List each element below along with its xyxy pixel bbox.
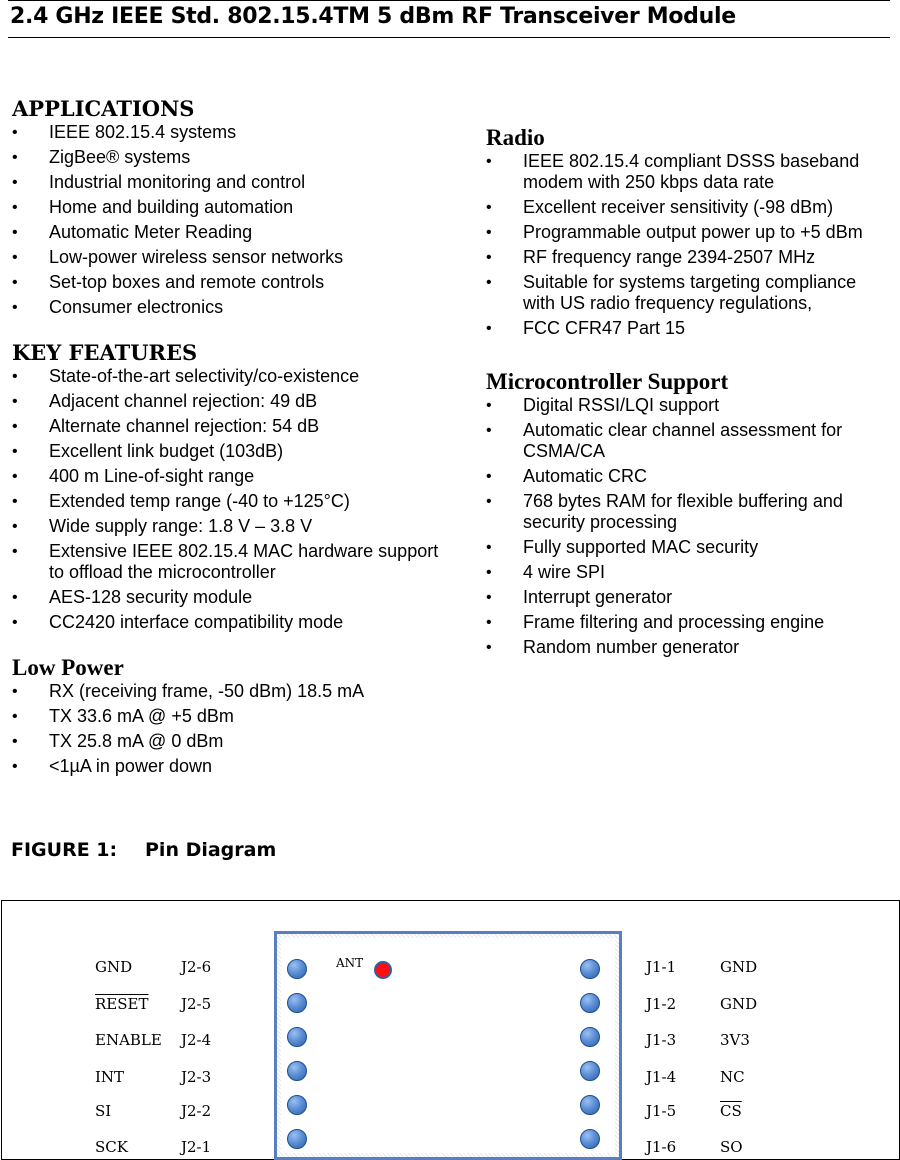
title-top-rule [8, 0, 890, 1]
list-item: • AES-128 security module [12, 587, 452, 608]
right-pin-signal: 3V3 [720, 1031, 750, 1049]
pin-pad-j2-4 [287, 1027, 307, 1047]
list-item: • Frame filtering and processing engine [486, 612, 891, 633]
pin-pad-j1-4 [580, 1061, 600, 1081]
list-item: • Fully supported MAC security [486, 537, 891, 558]
list-item: • FCC CFR47 Part 15 [486, 318, 891, 339]
list-item: • 4 wire SPI [486, 562, 891, 583]
page-title: 2.4 GHz IEEE Std. 802.15.4TM 5 dBm RF Transceiver Module [10, 4, 736, 29]
left-pin-number: J2-4 [181, 1031, 212, 1049]
right-pin-number: J1-6 [646, 1138, 677, 1156]
pin-pad-j1-3 [580, 1027, 600, 1047]
list-item: • Interrupt generator [486, 587, 891, 608]
list-item: • RF frequency range 2394-2507 MHz [486, 247, 891, 268]
list-item: • Industrial monitoring and control [12, 172, 452, 193]
left-pin-signal: SI [95, 1102, 112, 1120]
right-pin-signal: GND [720, 995, 758, 1013]
right-pin-number: J1-1 [646, 958, 677, 976]
antenna-pad [374, 961, 392, 979]
left-column [12, 96, 452, 781]
low-power-heading: Low Power [12, 655, 124, 680]
list-item: • Extensive IEEE 802.15.4 MAC hardware support to offload the microcontroller [12, 541, 452, 583]
pin-pad-j1-2 [580, 993, 600, 1013]
list-item: • State-of-the-art selectivity/co-existence [12, 366, 452, 387]
list-item: • Digital RSSI/LQI support [486, 395, 891, 416]
radio-heading: Radio [486, 125, 545, 150]
pin-pad-j1-5 [580, 1095, 600, 1115]
list-item: • RX (receiving frame, -50 dBm) 18.5 mA [12, 681, 452, 702]
low-power-list [12, 681, 452, 777]
list-item: • IEEE 802.15.4 systems [12, 122, 452, 143]
applications-heading: APPLICATIONS [12, 96, 195, 121]
right-pin-signal: GND [720, 958, 758, 976]
list-item: • Random number generator [486, 637, 891, 658]
radio-list [486, 151, 891, 339]
list-item: • TX 33.6 mA @ +5 dBm [12, 706, 452, 727]
left-pin-signal: INT [95, 1068, 125, 1086]
microcontroller-support-list [486, 395, 891, 658]
pin-pad-j2-5 [287, 993, 307, 1013]
list-item: • 768 bytes RAM for flexible buffering and security processing [486, 491, 891, 533]
right-pin-signal: NC [720, 1068, 745, 1086]
list-item: • Home and building automation [12, 197, 452, 218]
list-item: • Adjacent channel rejection: 49 dB [12, 391, 452, 412]
right-pin-number: J1-4 [646, 1068, 677, 1086]
pin-pad-j2-1 [287, 1129, 307, 1149]
list-item: • <1µA in power down [12, 756, 452, 777]
left-pin-number: J2-5 [181, 995, 212, 1013]
key-features-heading: KEY FEATURES [12, 340, 198, 365]
left-pin-signal: RESET [95, 995, 149, 1013]
left-pin-signal: ENABLE [95, 1031, 162, 1049]
list-item: • 400 m Line-of-sight range [12, 466, 452, 487]
left-pin-number: J2-3 [181, 1068, 212, 1086]
list-item: • Consumer electronics [12, 297, 452, 318]
pin-pad-j1-1 [580, 959, 600, 979]
antenna-label: ANT [336, 956, 364, 970]
key-features-list [12, 366, 452, 633]
list-item: • Automatic clear channel assessment for CSMA/CA [486, 420, 891, 462]
pin-pad-j2-2 [287, 1095, 307, 1115]
list-item: • Programmable output power up to +5 dBm [486, 222, 891, 243]
list-item: • Wide supply range: 1.8 V – 3.8 V [12, 516, 452, 537]
pin-pad-j2-6 [287, 959, 307, 979]
left-pin-number: J2-1 [181, 1138, 212, 1156]
left-pin-number: J2-6 [181, 958, 212, 976]
figure-title: Pin Diagram [145, 839, 277, 861]
right-pin-signal: $\overline{CS}$ [720, 1102, 742, 1120]
module-outline [274, 931, 622, 1160]
list-item: • Set-top boxes and remote controls [12, 272, 452, 293]
figure-caption [11, 839, 276, 861]
right-pin-signal: SO [720, 1138, 743, 1156]
list-item: • Suitable for systems targeting compliance with US radio frequency regulations, [486, 272, 891, 314]
list-item: • CC2420 interface compatibility mode [12, 612, 452, 633]
list-item: • Automatic CRC [486, 466, 891, 487]
right-pin-number: J1-3 [646, 1031, 677, 1049]
left-pin-number: J2-2 [181, 1102, 212, 1120]
left-pin-signal: SCK [95, 1138, 128, 1156]
microcontroller-support-heading: Microcontroller Support [486, 369, 729, 394]
list-item: • Alternate channel rejection: 54 dB [12, 416, 452, 437]
list-item: • Excellent receiver sensitivity (-98 dBm) [486, 197, 891, 218]
left-pin-signal: GND [95, 958, 133, 976]
right-pin-number: J1-5 [646, 1102, 677, 1120]
list-item: • Extended temp range (-40 to +125°C) [12, 491, 452, 512]
applications-list [12, 122, 452, 318]
list-item: • Automatic Meter Reading [12, 222, 452, 243]
pin-pad-j2-3 [287, 1061, 307, 1081]
list-item: • ZigBee® systems [12, 147, 452, 168]
list-item: • TX 25.8 mA @ 0 dBm [12, 731, 452, 752]
right-column [486, 125, 891, 662]
right-pin-number: J1-2 [646, 995, 677, 1013]
title-bottom-rule [8, 37, 890, 38]
pin-pad-j1-6 [580, 1129, 600, 1149]
list-item: • Excellent link budget (103dB) [12, 441, 452, 462]
figure-number: FIGURE 1: [11, 839, 118, 861]
list-item: • Low-power wireless sensor networks [12, 247, 452, 268]
list-item: • IEEE 802.15.4 compliant DSSS baseband modem with 250 kbps data rate [486, 151, 891, 193]
